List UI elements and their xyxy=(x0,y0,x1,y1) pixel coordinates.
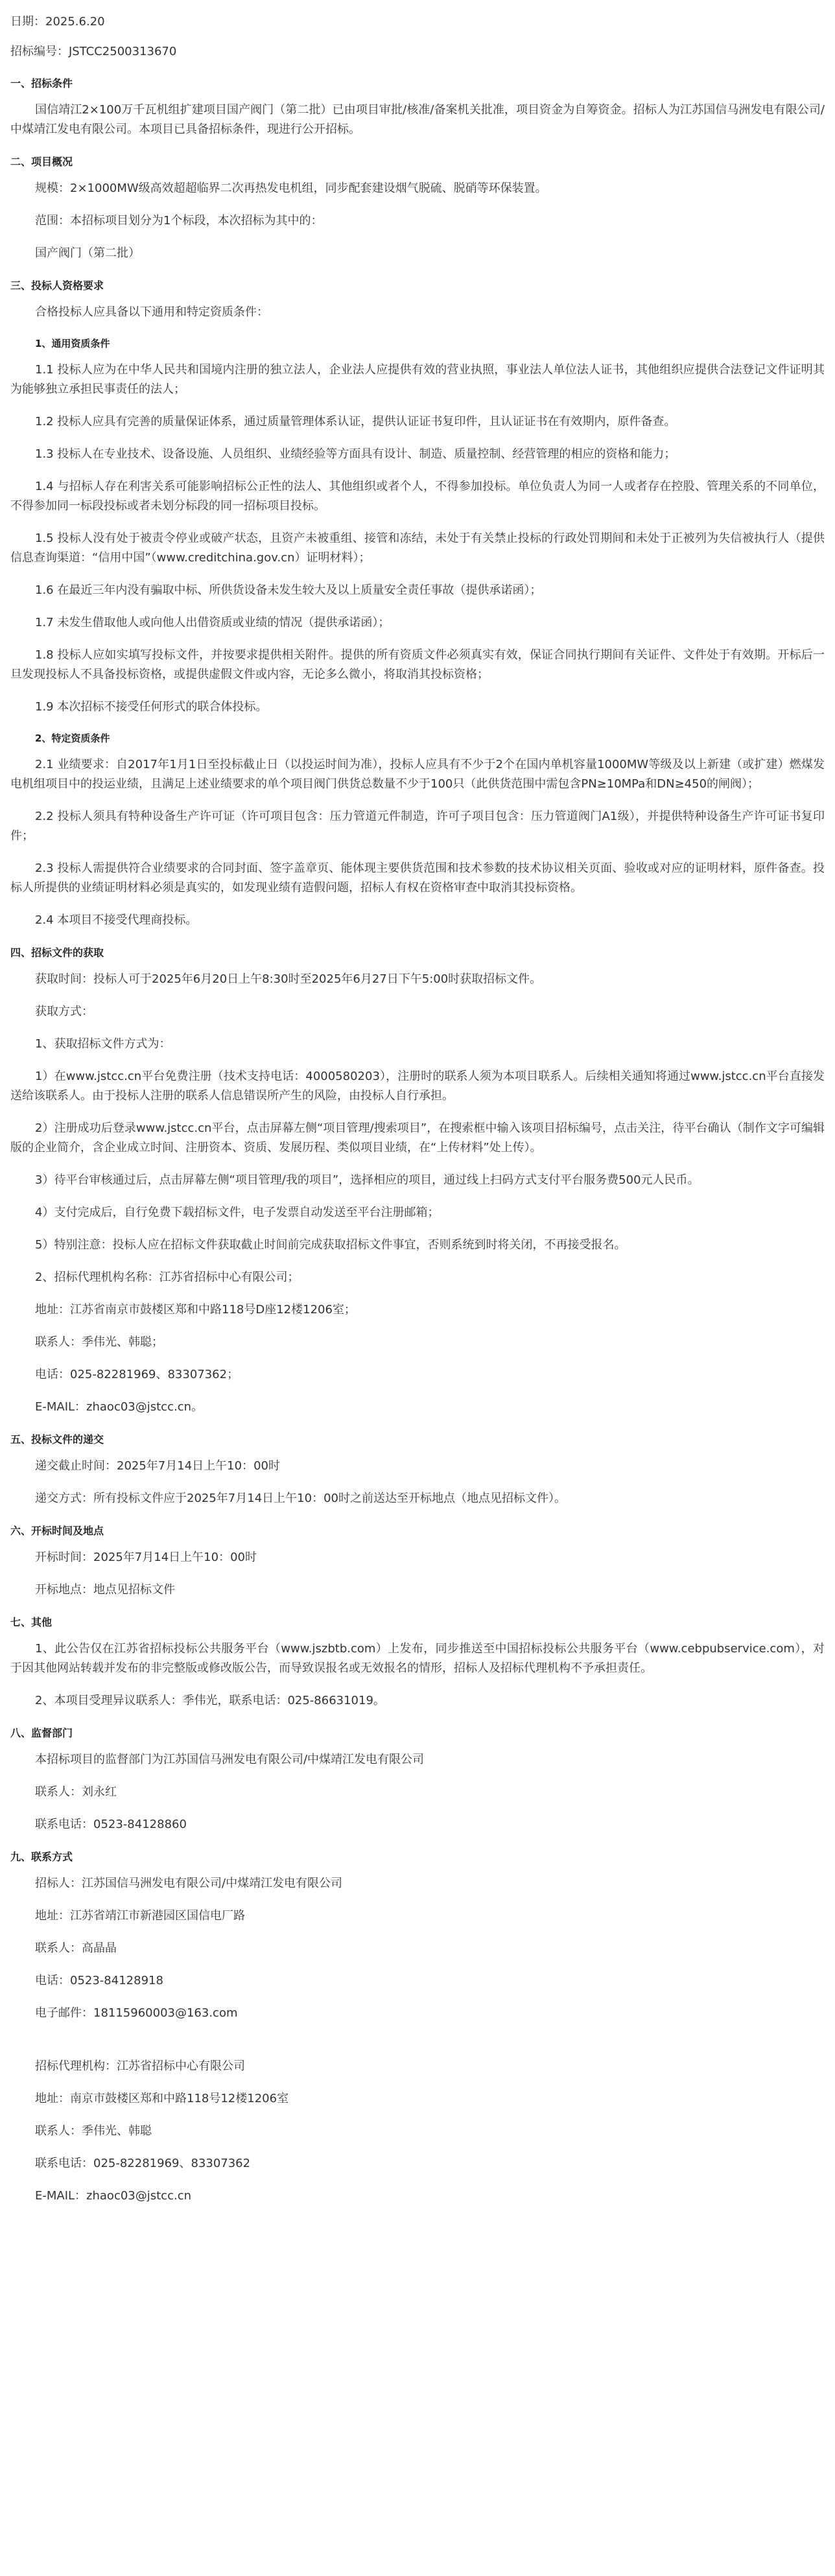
paragraph: 1、获取招标文件方式为： xyxy=(35,1037,171,1051)
section-title-supervision: 八、监督部门 xyxy=(10,1727,73,1739)
paragraph: 获取时间：投标人可于2025年6月20日上午8:30时至2025年6月27日下午5:00时获取招标文件。 xyxy=(35,972,542,986)
paragraph: 2.1 业绩要求：自2017年1月1日至投标截止日（以投运时间为准），投标人应具有不少于2个在国内单机容量1000MW等级及以上新建（或扩建）燃煤发电机组项目中的投运业绩，且满足上述业绩要求的单个项目阀门供货总数量不少于100只（此供货范围中需包含PN≥10MPa和DN≥450的闸阀）； xyxy=(10,758,825,791)
paragraph: 电话：025-82281969、83307362； xyxy=(35,1368,239,1381)
subsection-title-general: 1、通用资质条件 xyxy=(35,338,110,349)
paragraph: 2.4 本项目不接受代理商投标。 xyxy=(35,913,198,927)
paragraph: 国产阀门（第二批） xyxy=(35,246,140,260)
paragraph: 开标地点：地点见招标文件 xyxy=(35,1583,175,1597)
paragraph: 地址：南京市鼓楼区郑和中路118号12楼1206室 xyxy=(35,2092,289,2105)
paragraph: 范围：本招标项目划分为1个标段，本次招标为其中的： xyxy=(35,214,323,228)
paragraph: 2.3 投标人需提供符合业绩要求的合同封面、签字盖章页、能体现主要供货范围和技术参数的技术协议相关页面、验收或对应的证明材料，原件备查。投标人所提供的业绩证明材料必须是真实的，如发现业绩有造假问题，招标人有权在资格审查中取消其投标资格。 xyxy=(10,861,825,895)
section-title-contact: 九、联系方式 xyxy=(10,1851,73,1863)
paragraph: 1.1 投标人应为在中华人民共和国境内注册的独立法人，企业法人应提供有效的营业执照，事业法人单位法人证书，其他组织应提供合法登记文件证明其为能够独立承担民事责任的法人； xyxy=(10,363,825,396)
paragraph: 2、本项目受理异议联系人：季伟光，联系电话：025-86631019。 xyxy=(35,1694,385,1707)
section-title-obtain-documents: 四、招标文件的获取 xyxy=(10,946,104,959)
paragraph: 招标人：江苏国信马洲发电有限公司/中煤靖江发电有限公司 xyxy=(35,1877,343,1890)
section-title-bid-conditions: 一、招标条件 xyxy=(10,77,73,89)
announcement-date: 日期：2025.6.20 xyxy=(10,15,105,29)
paragraph: 联系人：刘永红 xyxy=(35,1785,117,1799)
paragraph: 合格投标人应具备以下通用和特定资质条件： xyxy=(35,305,268,319)
paragraph: 2、招标代理机构名称：江苏省招标中心有限公司； xyxy=(35,1270,300,1284)
paragraph: 获取方式： xyxy=(35,1005,93,1018)
paragraph: 1.9 本次招标不接受任何形式的联合体投标。 xyxy=(35,700,268,714)
paragraph: 3）待平台审核通过后，点击屏幕左侧“项目管理/我的项目”，选择相应的项目，通过线上扫码方式支付平台服务费500元人民币。 xyxy=(35,1173,700,1187)
paragraph: 2）注册成功后登录www.jstcc.cn平台，点击屏幕左侧“项目管理/搜索项目”，在搜索框中输入该项目招标编号，点击关注，待平台确认（制作文字可编辑版的企业简介，含企业成立时间、注册资本、资质、发展历程、类似项目业绩，在“上传材料”处上传）。 xyxy=(10,1121,825,1154)
subsection-title-specific: 2、特定资质条件 xyxy=(35,732,110,744)
paragraph: 本招标项目的监督部门为江苏国信马洲发电有限公司/中煤靖江发电有限公司 xyxy=(35,1753,425,1766)
paragraph: 联系人：季伟光、韩聪 xyxy=(35,2124,152,2138)
paragraph: 联系电话：025-82281969、83307362 xyxy=(35,2157,251,2170)
paragraph: 国信靖江2×100万千瓦机组扩建项目国产阀门（第二批）已由项目审批/核准/备案机关批准，项目资金为自筹资金。招标人为江苏国信马洲发电有限公司/中煤靖江发电有限公司。本项目已具备招标条件，现进行公开招标。 xyxy=(10,103,825,136)
paragraph: 递交方式：所有投标文件应于2025年7月14日上午10：00时之前送达至开标地点（地点见招标文件）。 xyxy=(35,1492,566,1505)
paragraph: 2.2 投标人须具有特种设备生产许可证（许可项目包含：压力管道元件制造，许可子项目包含：压力管道阀门A1级），并提供特种设备生产许可证书复印件； xyxy=(10,810,825,843)
paragraph: 联系人：高晶晶 xyxy=(35,1941,117,1955)
paragraph: 联系人：季伟光、韩聪； xyxy=(35,1335,163,1349)
paragraph: 1.8 投标人应如实填写投标文件，并按要求提供相关附件。提供的所有资质文件必须真实有效，保证合同执行期间有关证件、文件处于有效期。开标后一旦发现投标人不具备投标资格，或提供虚假文件或内容，无论多么微小，将取消其投标资格； xyxy=(10,648,825,681)
spacer xyxy=(10,2036,825,2057)
paragraph: 1.2 投标人应具有完善的质量保证体系，通过质量管理体系认证，提供认证证书复印件，且认证证书在有效期内，原件备查。 xyxy=(35,415,676,428)
section-title-submission: 五、投标文件的递交 xyxy=(10,1433,104,1446)
section-title-opening: 六、开标时间及地点 xyxy=(10,1525,104,1537)
paragraph: 1.3 投标人在专业技术、设备设施、人员组织、业绩经验等方面具有设计、制造、质量控制、经营管理的相应的资格和能力； xyxy=(35,447,676,461)
paragraph: 1.6 在最近三年内没有骗取中标、所供货设备未发生较大及以上质量安全责任事故（提供承诺函）； xyxy=(35,583,542,597)
paragraph: 1、此公告仅在江苏省招标投标公共服务平台（www.jszbtb.com）上发布，同步推送至中国招标投标公共服务平台（www.cebpubservice.com），对于因其他网站转载并发布的非完整版或修改版公告，而导致误报名或无效报名的情形，招标人及招标代理机构不予承担责任。 xyxy=(10,1642,825,1675)
paragraph: 规模：2×1000MW级高效超超临界二次再热发电机组，同步配套建设烟气脱硫、脱硝等环保装置。 xyxy=(35,181,547,195)
bid-number: 招标编号：JSTCC2500313670 xyxy=(10,45,177,58)
paragraph: 4）支付完成后，自行免费下载招标文件，电子发票自动发送至平台注册邮箱； xyxy=(35,1206,440,1219)
paragraph: 地址：江苏省南京市鼓楼区郑和中路118号D座12楼1206室； xyxy=(35,1303,356,1317)
paragraph: 1.4 与招标人存在利害关系可能影响招标公正性的法人、其他组织或者个人，不得参加投标。单位负责人为同一人或者存在控股、管理关系的不同单位，不得参加同一标段投标或者未划分标段的同一招标项目投标。 xyxy=(10,480,825,513)
paragraph: 5）特别注意：投标人应在招标文件获取截止时间前完成获取招标文件事宜，否则系统到时将关闭，不再接受报名。 xyxy=(35,1238,626,1252)
section-title-project-overview: 二、项目概况 xyxy=(10,156,73,168)
section-title-bidder-qualification: 三、投标人资格要求 xyxy=(10,279,104,292)
paragraph: 1.7 未发生借取他人或向他人出借资质或业绩的情况（提供承诺函）； xyxy=(35,616,390,629)
paragraph: 电子邮件：18115960003@163.com xyxy=(35,2006,238,2020)
paragraph: 联系电话：0523-84128860 xyxy=(35,1818,187,1831)
paragraph: 开标时间：2025年7月14日上午10：00时 xyxy=(35,1551,257,1564)
paragraph: E-MAIL：zhaoc03@jstcc.cn。 xyxy=(35,1400,204,1414)
paragraph: 递交截止时间：2025年7月14日上午10：00时 xyxy=(35,1459,280,1473)
section-title-other: 七、其他 xyxy=(10,1616,53,1628)
paragraph: 1）在www.jstcc.cn平台免费注册（技术支持电话：4000580203），注册时的联系人须为本项目联系人。后续相关通知将通过www.jstcc.cn平台直接发送给该联系人。由于投标人注册的联系人信息错误所产生的风险，由投标人自行承担。 xyxy=(10,1070,825,1103)
paragraph: 电话：0523-84128918 xyxy=(35,1974,163,1987)
paragraph: 地址：江苏省靖江市新港园区国信电厂路 xyxy=(35,1909,245,1923)
paragraph: 1.5 投标人没有处于被责令停业或破产状态，且资产未被重组、接管和冻结，未处于有关禁止投标的行政处罚期间和未处于正被列为失信被执行人（提供信息查询渠道：“信用中国”（www.creditchina.gov.cn）证明材料）； xyxy=(10,532,825,565)
paragraph: E-MAIL：zhaoc03@jstcc.cn xyxy=(35,2189,192,2203)
paragraph: 招标代理机构：江苏省招标中心有限公司 xyxy=(35,2059,245,2073)
